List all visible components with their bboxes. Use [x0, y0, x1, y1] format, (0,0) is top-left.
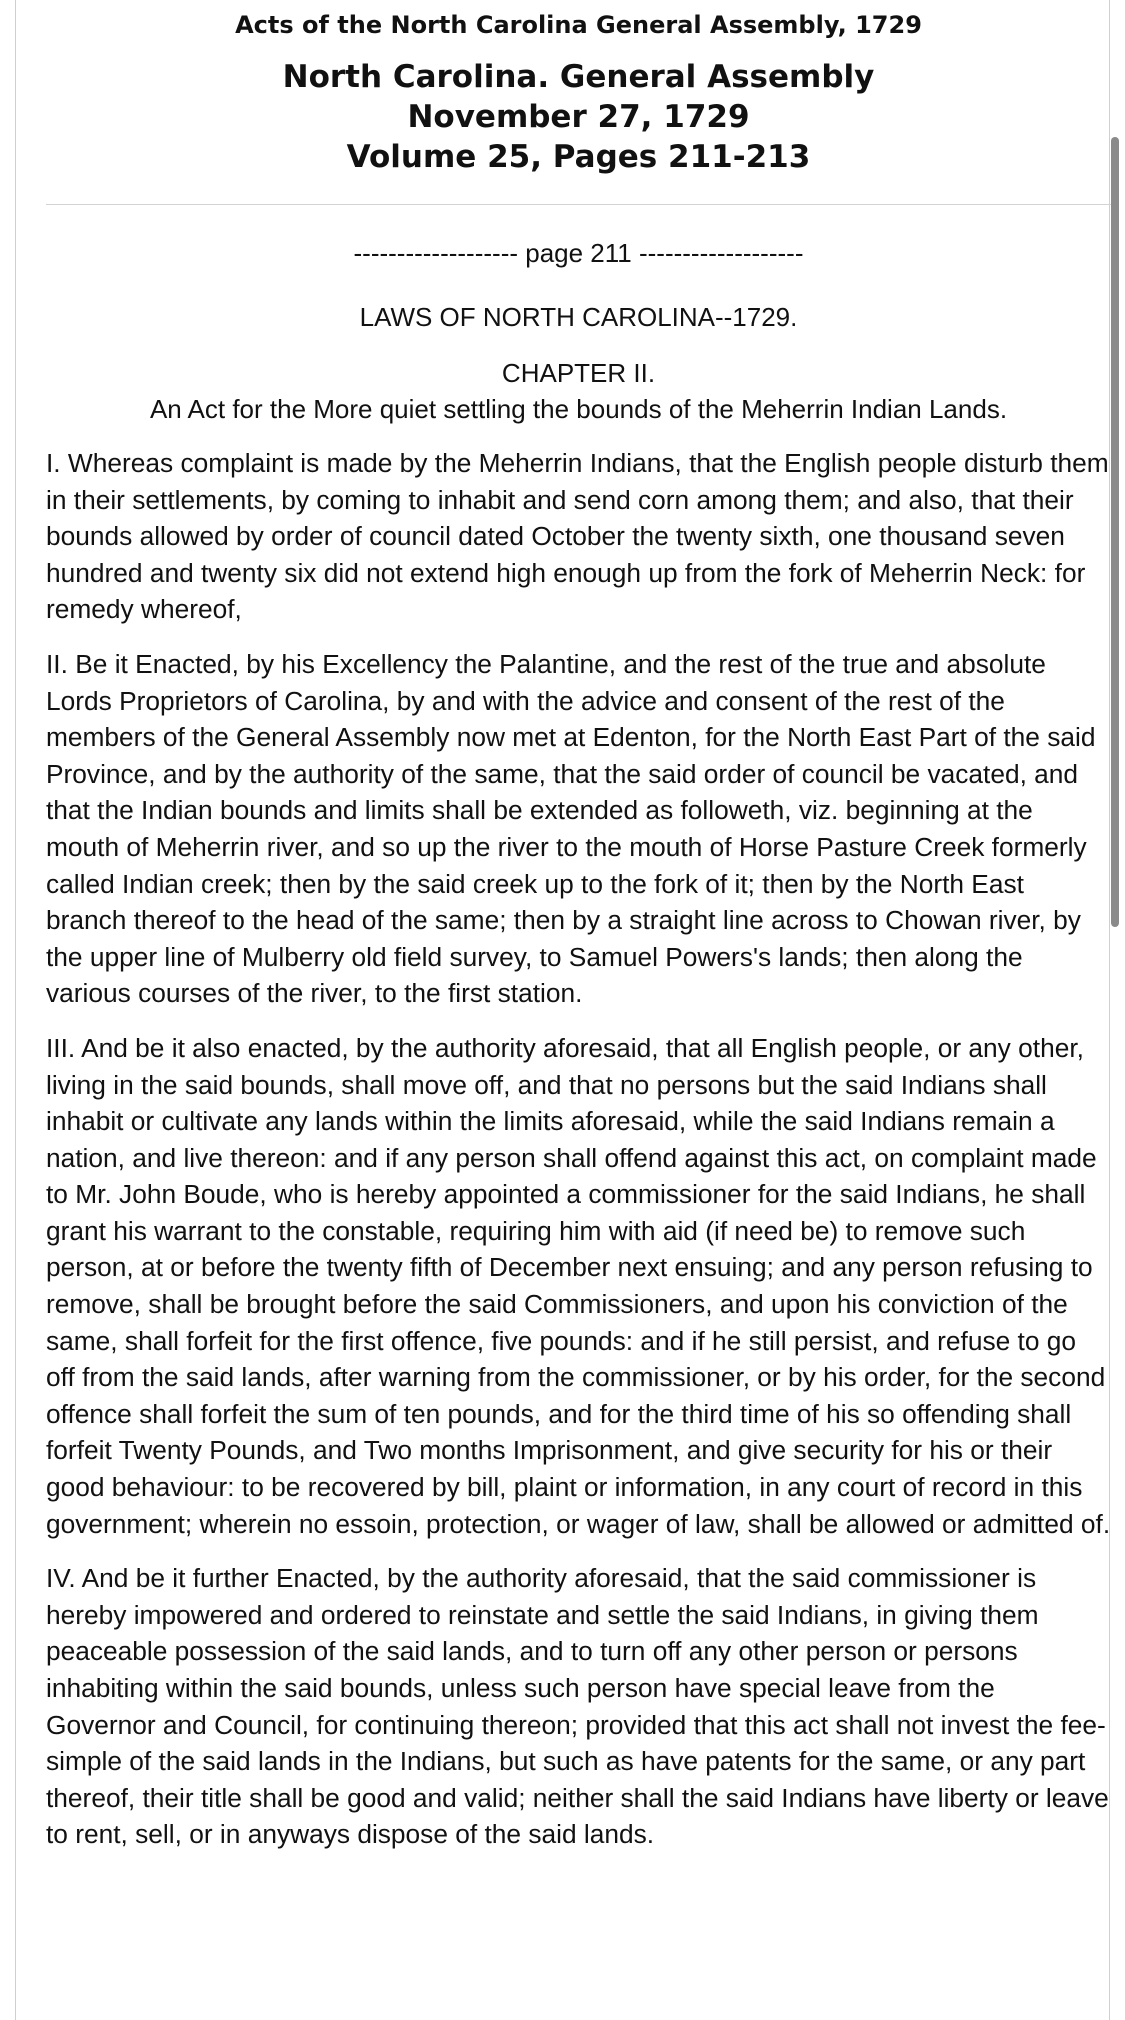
paragraph-1: I. Whereas complaint is made by the Meherrin Indians, that the English people disturb them in their settlements, by coming to inhabit and send corn among them; and also, that their bounds allowed by order of council dated October the twenty sixth, one thousand seven hundred and twenty six did not extend high enough up from the fork of Meherrin Neck: for remedy whereof,	[46, 448, 1109, 625]
document-header	[46, 57, 1111, 177]
collection-title: Acts of the North Carolina General Assembly, 1729	[235, 11, 922, 39]
document-page	[15, 0, 1110, 2020]
vertical-scrollbar[interactable]	[1111, 137, 1119, 927]
document-content	[46, 0, 1111, 1853]
header-divider	[46, 204, 1111, 205]
laws-heading: LAWS OF NORTH CAROLINA--1729.	[359, 302, 798, 332]
document-date: November 27, 1729	[407, 99, 750, 135]
paragraph-2: II. Be it Enacted, by his Excellency the Palantine, and the rest of the true and absolute Lords Proprietors of Carolina, by and with the advice and consent of the rest of the members of the General Assembly now met at Edenton, for the North East Part of the said Province, and by the authority of the same, that the said order of council be vacated, and that the Indian bounds and limits shall be extended as followeth, viz. beginning at the mouth of Meherrin river, and so up the river to the mouth of Horse Pasture Creek formerly called Indian creek; then by the said creek up to the fork of it; then by the North East branch thereof to the head of the same; then by a straight line across to Chowan river, by the upper line of Mulberry old field survey, to Samuel Powers's lands; then along the various courses of the river, to the first station.	[46, 648, 1096, 1009]
chapter-heading: CHAPTER II.	[501, 358, 656, 388]
paragraph-3: III. And be it also enacted, by the authority aforesaid, that all English people, or any other, living in the said bounds, shall move off, and that no persons but the said Indians shall inhabit or cultivate any lands within the limits aforesaid, while the said Indians remain a nation, and live thereon: and if any person shall offend against this act, on complaint made to Mr. John Boude, who is hereby appointed a commissioner for the said Indians, he shall grant his warrant to the constable, requiring him with aid (if need be) to remove such person, at or before the twenty fifth of December next ensuing; and any person refusing to remove, shall be brought before the said Commissioners, and upon his conviction of the same, shall forfeit for the first offence, five pounds: and if he still persist, and refuse to go off from the said lands, after warning from the commissioner, or by his order, for the second offence shall forfeit the sum of ten pounds, and for the third time of his so offending shall forfeit Twenty Pounds, and Two months Imprisonment, and give security for his or their good behaviour: to be recovered by bill, plaint or information, in any court of record in this government; wherein no essoin, protection, or wager of law, shall be allowed or admitted of.	[46, 1032, 1111, 1539]
paragraph-4: IV. And be it further Enacted, by the authority aforesaid, that the said commissioner is hereby impowered and ordered to reinstate and settle the said Indians, in giving them peaceable possession of the said lands, and to turn off any other person or persons inhabiting within the said bounds, unless such person have special leave from the Governor and Council, for continuing thereon; provided that this act shall not invest the fee-simple of the said lands in the Indians, but such as have patents for the same, or any part thereof, their title shall be good and valid; neither shall the said Indians have liberty or leave to rent, sell, or in anyways dispose of the said lands.	[46, 1563, 1109, 1850]
document-volume: Volume 25, Pages 211-213	[346, 139, 811, 175]
document-author: North Carolina. General Assembly	[282, 59, 875, 95]
act-title: An Act for the More quiet settling the bounds of the Meherrin Indian Lands.	[149, 394, 1008, 424]
page-marker: ------------------- page 211 -------------------	[353, 238, 804, 268]
